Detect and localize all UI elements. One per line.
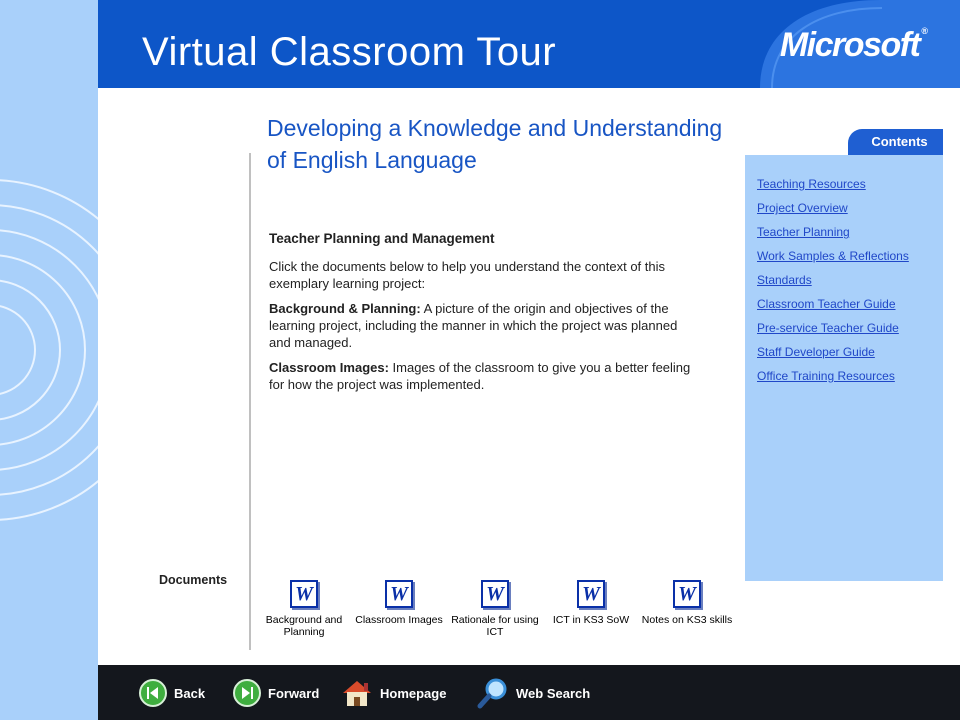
word-glyph: W — [390, 583, 408, 605]
word-document-icon — [673, 580, 701, 608]
contents-panel — [745, 155, 943, 581]
back-arrow-icon — [138, 678, 168, 708]
forward-label: Forward — [268, 685, 320, 701]
contents-link-teacher-planning[interactable]: Teacher Planning — [757, 225, 850, 239]
word-glyph: W — [486, 583, 504, 605]
word-glyph: W — [295, 583, 313, 605]
web-search-label: Web Search — [516, 685, 591, 701]
document-label: Notes on KS3 skills — [641, 614, 733, 626]
word-document-icon — [481, 580, 509, 608]
footer-nav-bar — [98, 665, 960, 720]
document-rationale-for-using-ict[interactable] — [447, 580, 543, 638]
content-item-term: Background & Planning: — [269, 301, 421, 316]
document-classroom-images[interactable] — [351, 580, 447, 626]
registered-mark: ® — [921, 26, 928, 36]
document-ict-in-ks3-sow[interactable] — [543, 580, 639, 626]
home-icon — [340, 677, 374, 709]
homepage-button[interactable] — [340, 677, 446, 709]
word-document-icon — [385, 580, 413, 608]
page-title: Developing a Knowledge and Understanding of English Language — [267, 115, 723, 173]
document-label: Background and Planning — [265, 614, 343, 638]
web-search-button[interactable] — [476, 677, 590, 709]
contents-link-teaching-resources[interactable]: Teaching Resources — [757, 177, 866, 191]
content-item-text: Images of the classroom to give you a better feeling for how the project was implemented. — [269, 360, 691, 392]
section-heading: Teacher Planning and Management — [269, 231, 495, 246]
document-label: Classroom Images — [355, 614, 443, 626]
microsoft-logo — [780, 26, 928, 65]
vertical-divider — [249, 153, 251, 650]
word-document-icon — [290, 580, 318, 608]
document-notes-on-ks3-skills[interactable] — [639, 580, 735, 626]
concentric-circles-decoration — [0, 0, 98, 720]
content-item-term: Classroom Images: — [269, 360, 389, 375]
content-item — [269, 359, 701, 393]
content-item-text: A picture of the origin and objectives of the learning project, including the manner in which the project was planned and managed. — [269, 301, 678, 350]
back-button[interactable] — [138, 677, 205, 709]
word-glyph: W — [678, 583, 696, 605]
forward-arrow-icon — [232, 678, 262, 708]
main-content — [269, 230, 701, 401]
contents-link-office-training-resources[interactable]: Office Training Resources — [757, 369, 895, 383]
content-item — [269, 300, 701, 351]
document-label: ICT in KS3 SoW — [552, 614, 630, 626]
documents-label: Documents — [159, 573, 228, 587]
word-document-icon — [577, 580, 605, 608]
contents-link-classroom-teacher-guide[interactable]: Classroom Teacher Guide — [757, 297, 896, 311]
back-label: Back — [174, 685, 206, 701]
app-title: Virtual Classroom Tour — [142, 30, 557, 74]
intro-text: Click the documents below to help you understand the context of this exemplary learning project: — [269, 259, 666, 291]
left-decorative-strip — [0, 0, 98, 720]
brand-text: Microsoft — [779, 26, 920, 64]
contents-link-standards[interactable]: Standards — [757, 273, 812, 287]
homepage-label: Homepage — [380, 685, 447, 701]
contents-tab: Contents — [848, 129, 943, 155]
contents-link-staff-developer-guide[interactable]: Staff Developer Guide — [757, 345, 875, 359]
word-glyph: W — [582, 583, 600, 605]
document-background-and-planning[interactable] — [256, 580, 352, 638]
magnifier-search-icon — [476, 677, 510, 709]
contents-link-project-overview[interactable]: Project Overview — [757, 201, 848, 215]
document-label: Rationale for using ICT — [451, 614, 539, 638]
forward-button[interactable] — [232, 677, 319, 709]
header-banner — [98, 0, 960, 88]
contents-link-preservice-teacher-guide[interactable]: Pre-service Teacher Guide — [757, 321, 899, 335]
contents-link-work-samples[interactable]: Work Samples & Reflections — [757, 249, 909, 263]
